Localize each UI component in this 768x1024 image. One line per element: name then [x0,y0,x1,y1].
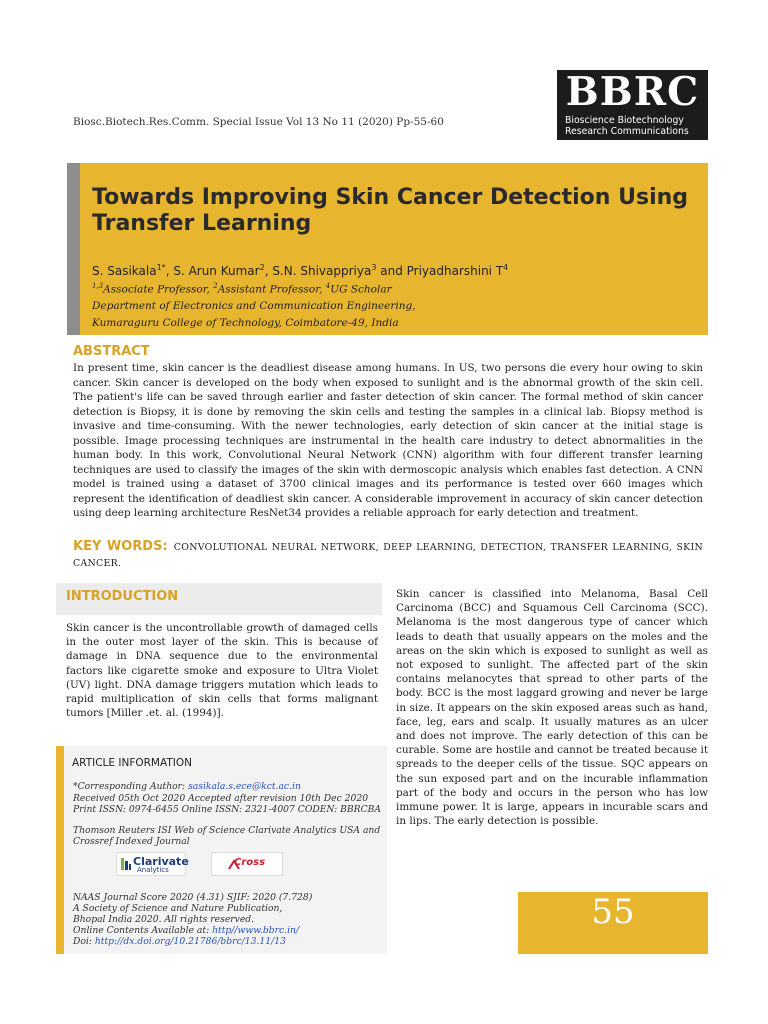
author-4: and Priyadharshini T [376,264,504,278]
keywords-heading: KEY WORDS: [73,539,168,554]
affiliation-college: Kumaraguru College of Technology, Coimbatore-49, India [92,317,399,329]
online-contents [73,925,299,936]
author-2: , S. Arun Kumar [165,264,260,278]
introduction-heading: INTRODUCTION [66,589,179,604]
journal-reference: Biosc.Biotech.Res.Comm. Special Issue Vol 13 No 11 (2020) Pp-55-60 [73,116,444,128]
author-list [92,263,508,278]
keywords [73,538,703,570]
doi-line [73,936,286,947]
author-4-sup: 4 [503,263,509,272]
logo-line-2: Research Communications [565,126,689,137]
role-3: UG Scholar [330,283,392,296]
corresponding-author [73,781,301,792]
info-side-bar [56,746,64,954]
paper-title: Towards Improving Skin Cancer Detection Using Transfer Learning [92,185,689,236]
bbrc-logo [557,70,708,140]
author-3-sup: 3 [371,263,377,272]
introduction-paragraph-2: Skin cancer is classified into Melanoma, Basal Cell Carcinoma (BCC) and Squamous Cell Carcinoma (SCC). Melanoma is the most dangerous type of cancer which leads to death that usually appears on the moles and the areas on the skin which is exposed to sunlight as well as not exposed to sunlight. The affected part of the skin contains melanocytes that spread to other parts of the body. BCC is the most laggard growing and never be large in size. It appears on the skin exposed areas such as hand, face, leg, ears and scalp. It usually matures as an ulcer and does not improve. The early detection of this can be curable. Some are hostile and cannot be treated because it spreads to the deeper cells of the tissue. SQC appears on the sun exposed part and on the incurable inflammation part of the body and occurs in the person who has low immune power. It is large, appears in incurable scars and in lips. The early detection is possible. [396,588,708,828]
role-2: Assistant Professor, [217,283,326,296]
abstract-heading: ABSTRACT [73,344,150,359]
doi-label: Doi: [73,936,95,947]
logo-line-1: Bioscience Biotechnology [565,115,684,126]
author-1-sup: 1* [156,263,166,272]
keywords-list: CONVOLUTIONAL NEURAL NETWORK, DEEP LEARNING, DETECTION, TRANSFER LEARNING, SKIN CANCER. [73,542,703,569]
introduction-heading-box [56,583,382,615]
author-3: , S.N. Shivappriya [264,264,372,278]
page-number-box [518,892,708,954]
corr-email-link[interactable]: sasikala.s.ece@kct.ac.in [188,781,301,792]
crossref-badge [211,852,283,876]
clarivate-wordmark: Clarivate [133,855,189,868]
affiliation-roles [92,282,692,296]
abstract-body: In present time, skin cancer is the deadliest disease among humans. In US, two persons die every hour owing to skin cancer. Skin cancer is developed on the body when exposed to sunlight and is the abnormal growth of the skin cell. The patient's life can be saved through earlier and faster detection of skin cancer. The formal method of skin cancer detection is Biopsy, it is done by removing the skin cells and testing the samples in a clinical lab. Biopsy method is invasive and time-consuming. With the newer technologies, early detection of skin cancer at the initial stage is possible. Image processing techniques are instrumental in the health care industry to detect abnormalities in the human body. In this work, Convolutional Neural Network (CNN) algorithm with four different transfer learning techniques are used to classify the images of the skin with dermoscopic analysis which enables fast detection. A CNN model is trained using a dataset of 3700 clinical images and its performance is tested over 660 images which represent the identification of deadliest skin cancer. A considerable improvement in accuracy of skin cancer detection using deep learning architecture ResNet34 provides a reliable approach for early detection and treatment. [73,362,703,519]
logo-wordmark: BBRC [565,69,700,115]
online-url-link[interactable]: http//www.bbrc.in/ [212,925,300,936]
online-label: Online Contents Available at: [73,925,213,936]
author-1: S. Sasikala [92,264,157,278]
title-block [67,163,708,335]
role-sup-1: 1,3 [92,282,104,290]
title-side-bar [67,163,80,335]
issn-line: Print ISSN: 0974-6455 Online ISSN: 2321-4007 CODEN: BBRCBA [73,804,381,815]
author-2-sup: 2 [259,263,265,272]
naas-score: NAAS Journal Score 2020 (4.31) SJIF: 2020 (7.728) [73,892,313,903]
rights-line: Bhopal India 2020. All rights reserved. [73,914,255,925]
indexed-line-2: Crossref Indexed Journal [73,836,190,847]
society-line: A Society of Science and Nature Publication, [73,903,283,914]
role-sup-3: 4 [325,282,331,290]
affiliation-department: Department of Electronics and Communication Engineering, [92,300,416,312]
article-information-box [56,746,387,954]
clarivate-badge [116,852,189,876]
clarivate-subtitle: Analytics [137,866,169,874]
indexed-line-1: Thomson Reuters ISI Web of Science Clarivate Analytics USA and [73,825,381,836]
doi-link[interactable]: http://dx.doi.org/10.21786/bbrc/13.11/13 [94,936,286,947]
received-dates: Received 05th Oct 2020 Accepted after revision 10th Dec 2020 [73,793,369,804]
corr-label: *Corresponding Author: [73,781,189,792]
role-sup-2: 2 [213,282,218,290]
clarivate-logo-icon [121,858,131,870]
crossref-wordmark: Cross [234,857,266,868]
role-1: Associate Professor, [103,283,214,296]
article-info-heading: ARTICLE INFORMATION [72,757,192,769]
introduction-paragraph-1: Skin cancer is the uncontrollable growth of damaged cells in the outer most layer of the skin. This is because of damage in DNA sequence due to the environmental factors like cigarette smoke and exposure to Ultra Violet (UV) light. DNA damage triggers mutation which leads to rapid multiplication of skin cells that forms malignant tumors [Miller .et. al. (1994)]. [66,622,378,720]
page-number: 55 [591,892,635,932]
